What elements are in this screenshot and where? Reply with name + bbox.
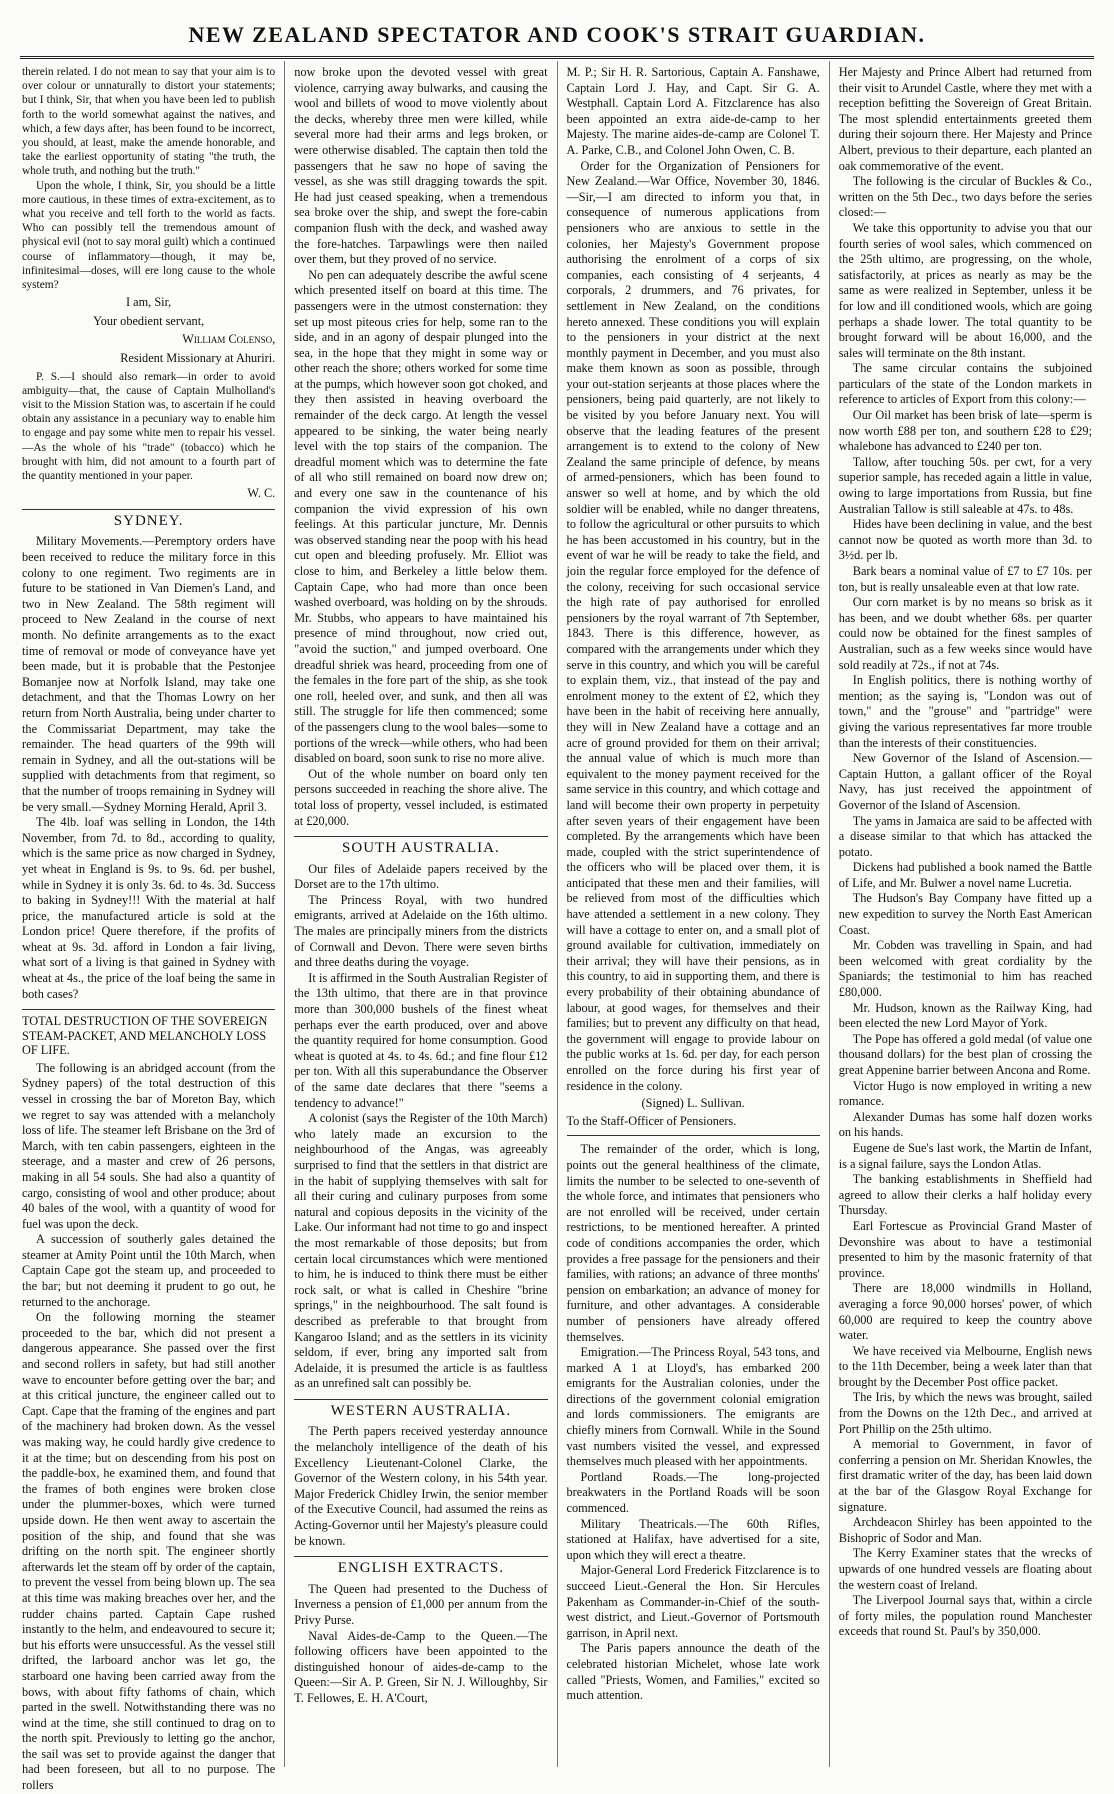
article-paragraph: Our Oil market has been brisk of late—sperm is now worth £88 per ton, and southern £28 to £29; whalebone has advanced to £240 per ton. xyxy=(838,408,1092,454)
article-paragraph: We have received via Melbourne, English news to the 11th December, being a week later than that brought by the December Post office packet. xyxy=(838,1343,1092,1389)
letter-paragraph: Upon the whole, I think, Sir, you should be a little more cautious, in these times of extra-excitement, as to what you receive and tell forth to the world as facts. Who can possibly tell the tremendous amount of physical evil (not to say moral guilt) which a continued course of inflammatory—though, it may be, infinitesimal—doses, will ere long cause to the whole system? xyxy=(22,179,276,292)
section-heading-south-australia: SOUTH AUSTRALIA. xyxy=(294,836,547,857)
article-paragraph: The remainder of the order, which is long, points out the general healthiness of the climate, limits the number to be selected to one-seventh of the whole force, and intimates that pensioners who are not enrolled will be received, under certain restrictions, to be mentioned hereafter. A printed code of conditions accompanies the order, which provides a free passage for the pensioners and their families, with rations; an advance of three months' pension on embarkation; an advance of money for furniture, and other advantages. A considerable number of pensioners have already offered themselves. xyxy=(566,1142,820,1344)
article-paragraph: now broke upon the devoted vessel with great violence, carrying away bulwarks, and causing the wool and billets of wood to move violently about the decks, whereby three men were killed, while several more had their arms and legs broken, or were otherwise disabled. The captain then told the passengers that he saw no hope of saving the vessel, as she was still dragging towards the spit. He had just ceased speaking, when a tremendous sea broke over the ship, and swept the fore-cabin companion flush with the deck, and washed away the fore-hatches. Tarpawlings were then nailed over them, but they proved of no service. xyxy=(294,65,548,267)
article-paragraph: It is affirmed in the South Australian Register of the 13th ultimo, that there are in that province more than 300,000 bushels of the finest wheat perhaps ever the earth produced, over and above the quantity required for home consumption. Good wheat is quoted at 4s. to 4s. 6d.; and fine flour £12 per ton. With all this superabundance the Observer of the same date declares that there "seems a tendency to advance!" xyxy=(294,970,548,1110)
article-paragraph: The 4lb. loaf was selling in London, the 14th November, from 7d. to 8d., according to quality, which is the same price as now charged in Sydney, yet wheat in England is 9s. to 9s. 6d. per bushel, while in Sydney it is only 3s. 6d. to 4s. 3d. Success to baking in Sydney!!! With the material at half price, the manufactured article is sold at the London price! Quere therefore, if the profits of wheat at 9s. 3d. afford in London a fair living, what sort of a living is that gained in Sydney with wheat at 4s., the price of the loaf being the same in both cases? xyxy=(22,815,276,1001)
article-paragraph: M. P.; Sir H. R. Sartorious, Captain A. Fanshawe, Captain Lord J. Hay, and Capt. Sir G. A. Westphall. Captain Lord A. Fitzclarence has also been appointed an extra aide-de-camp to her Majesty. The marine aides-de-camp are Colonel T. A. Parke, C.B., and Colonel John Owen, C. B. xyxy=(566,65,820,157)
article-paragraph: Mr. Hudson, known as the Railway King, had been elected the new Lord Mayor of York. xyxy=(838,1000,1092,1031)
article-paragraph: Hides have been declining in value, and the best cannot now be quoted as worth more than 3d. to 3½d. per lb. xyxy=(838,517,1092,563)
article-paragraph: Her Majesty and Prince Albert had returned from their visit to Arundel Castle, where they met with a reception befitting the Sovereign of Great Britain. The most splendid entertainments greeted them during their sojourn there. Her Majesty and Prince Albert, previous to their departure, each planted an oak commemorative of the event. xyxy=(838,65,1092,173)
article-paragraph: The Liverpool Journal says that, within a circle of forty miles, the population round Manchester exceeds that round St. Paul's by 350,000. xyxy=(838,1593,1092,1639)
article-paragraph: Our files of Adelaide papers received by the Dorset are to the 17th ultimo. xyxy=(294,861,548,892)
article-paragraph: The Paris papers announce the death of the celebrated historian Michelet, whose late work called "Priests, Women, and Families," excited so much attention. xyxy=(566,1641,820,1703)
article-paragraph: In English politics, there is nothing worthy of mention; as the saying is, "London was out of town," and the "grouse" and "partridge" were giving the various representatives far more trouble than the interests of their constituencies. xyxy=(838,673,1092,750)
article-paragraph: The Iris, by which the news was brought, sailed from the Downs on the 12th Dec., and arrived at Port Phillip on the 25th ultimo. xyxy=(838,1390,1092,1436)
article-paragraph: The same circular contains the subjoined particulars of the state of the London markets in reference to articles of Export from this colony:— xyxy=(838,361,1092,407)
letter-text xyxy=(22,65,275,292)
article-paragraph: Major-General Lord Frederick Fitzclarence is to succeed Lieut.-General the Hon. Sir Hercules Pakenham as Commander-in-Chief of the south-west district, and Lieut.-Governor of Portsmouth garrison, in April next. xyxy=(566,1563,820,1640)
article-paragraph: Victor Hugo is now employed in writing a new romance. xyxy=(838,1078,1092,1109)
article-paragraph: Order for the Organization of Pensioners for New Zealand.—War Office, November 30, 1846.—Sir,—I am directed to inform you that, in consequence of numerous applications from pensioners who are anxious to settle in the colonies, her Majesty's Government propose authorising the enrolment of a corps of six companies, each consisting of 4 serjeants, 4 corporals, 2 drummers, and 76 privates, for settlement in New Zealand, on the conditions hereto annexed. These conditions you will explain to the pensioners in your district at the next monthly payment in December, and you must also make them known as soon as possible, through your out-station serjeants at those places where the pensioners, being paid quarterly, are not likely to be visited by you before January next. You will observe that the leading features of the present arrangement is to extend to the colony of New Zealand the same principle of defence, by means of armed-pensioners, which has been found to answer so well at home, and by which the old soldier will be enabled, while no danger threatens, to follow the agricultural or other pursuits to which he has been accustomed in his country, but in the event of war he will be ready to take the field, and join the regular force employed for the defence of the colony, receiving for such occasional service the high rate of pay authorised for enrolled pensioners by the royal warrant of 7th September, 1843. There is this difference, however, as compared with the arrangements under which they serve in this country, and which you will be careful to explain them, viz., that instead of the pay and enrolment money to the extent of £2, which they have been in the habit of receiving here annually, they will in New Zealand have a cottage and an acre of ground provided for them on their arrival; the annual value of which is much more than equivalent to the money payment received for the same service in this country, and which cottage and land will become their own property in perpetuity after seven years of their engagement have been completed. By the arrangements which have been made, coupled with the strict superintendence of the officers who will be placed over them, it is anticipated that these men and their families, will be relieved from most of the difficulties which have attended a settlement in a new colony. They will have a cottage to enter on, and a small plot of ground available for cultivation, immediately on their arrival; they will have their pensions, as in this country, to aid in supporting them, and there is every probability of their obtaining abundance of labour, at good wages, for themselves and their families; but to prevent any difficulty on that head, the government will engage to provide labour on the public works at 1s. 6d. per day, for each person enrolled on the force during his first year of residence in the colony. xyxy=(566,158,820,1093)
article-paragraph: The yams in Jamaica are said to be affected with a disease similar to that which has attacked the potato. xyxy=(838,813,1092,859)
article-paragraph: On the following morning the steamer proceeded to the bar, which did not present a dangerous appearance. She passed over the first and second rollers in safety, but had still another wave to encounter before getting over the bar; and at this critical juncture, the engineer called out to Capt. Cape that the framing of the engines and part of the machinery had broken down. As the vessel was making way, he could hardly give credence to it at the time; but on descending from his post on the paddle-box, he examined them, and found that the frames of both engines were broken close under the plummer-boxes, which were turned upside down. He then went away to ascertain the position of the ship, and found that she was drifting on the north spit. The engineer shortly afterwards let the steam off by order of the captain, to prevent the vessel from being blown up. The sea at this time was making breaches over her, and the rudder chains parted. Captain Cape rushed instantly to the helm, and endeavoured to secure it; but his efforts were unsuccessful. As the vessel still drifted, the larboard anchor was let go, the starboard one having been carried away from the bows, with about fifty fathoms of chain, which parted in the swell. Notwithstanding there was no wind at the time, she still continued to drag on to the north spit. Previously to letting go the anchor, the sail was set to provide against the danger that had been foreseen, but all to no purpose. The rollers xyxy=(22,1310,276,1793)
letter-closing-2: Your obedient servant, xyxy=(93,313,205,328)
article-paragraph: Tallow, after touching 50s. per cwt, for a very superior sample, has receded again a little in value, owing to large importations from Russia, but fine Australian Tallow is still saleable at 47s. to 48s. xyxy=(838,454,1092,516)
article-paragraph: The Queen had presented to the Duchess of Inverness a pension of £1,000 per annum from the Privy Purse. xyxy=(294,1581,548,1627)
article-paragraph: Our corn market is by no means so brisk as it has been, and we doubt whether 68s. per quarter could now be obtained for the finest samples of Australian, such as a few weeks since would have sold readily at 72s., if not at 74s. xyxy=(838,595,1092,672)
article-paragraph: Portland Roads.—The long-projected breakwaters in the Portland Roads will be soon commenced. xyxy=(566,1469,820,1516)
article-paragraph: The Princess Royal, with two hundred emigrants, arrived at Adelaide on the 16th ultimo. The males are principally miners from the districts of Cornwall and Devon. There were seven births and three deaths during the voyage. xyxy=(294,892,548,970)
section-heading-sydney: SYDNEY. xyxy=(22,509,275,530)
article-paragraph: Dickens had published a book named the Battle of Life, and Mr. Bulwer a novel name Lucretia. xyxy=(838,860,1092,890)
article-paragraph: The Kerry Examiner states that the wrecks of upwards of one hundred vessels are floating about the western coast of Ireland. xyxy=(838,1546,1092,1592)
letter-author: William Colenso, xyxy=(182,332,276,347)
article-paragraph: The Perth papers received yesterday announce the melancholy intelligence of the death of his Excellency Lieutenant-Colonel Clarke, the Governor of the Western colony, in his 54th year. Major Frederick Chidley Irwin, the senior member of the Executive Council, had assumed the reins as Acting-Governor until her Majesty's pleasure could be known. xyxy=(294,1424,548,1548)
article-paragraph: Alexander Dumas has some half dozen works on his hands. xyxy=(838,1109,1092,1140)
article-paragraph: Earl Fortescue as Provincial Grand Master of Devonshire was about to have a testimonial presented to him by the masonic fraternity of that province. xyxy=(838,1218,1092,1280)
article-paragraph: Mr. Cobden was travelling in Spain, and had been welcomed with great cordiality by the Spaniards; the testimonial to him has reached £80,000. xyxy=(838,938,1092,1000)
article-paragraph: We take this opportunity to advise you that our fourth series of wool sales, which commenced on the 25th ultimo, are progressing, on the whole, satisfactorily, at prices as nearly as may be the same as were realized in September, unless it be for low and ill conditioned wools, which are going perhaps a shade lower. The total quantity to be brought forward will be about 16,000, and the sales will terminate on the 8th instant. xyxy=(838,220,1092,360)
section-heading-western-australia: WESTERN AUSTRALIA. xyxy=(294,1399,547,1420)
letter-paragraph: therein related. I do not mean to say that your aim is to over colour or unnaturally to distort your statements; but I think, Sir, that when you have been led to publish forth to the world somewhat against the natives, and which, a few days after, has been found to be incorrect, you should, at least, make the amende honorable, and take the earliest opportunity of stating "the truth, the whole truth, and nothing but the truth." xyxy=(22,66,276,178)
article-paragraph: The Pope has offered a gold medal (of value one thousand dollars) for the best plan of crossing the great Appenine barrier between Ancona and Rome. xyxy=(838,1031,1092,1077)
article-paragraph: There are 18,000 windmills in Holland, averaging a force 90,000 horses' power, of which 60,000 are required to keep the country above water. xyxy=(838,1281,1092,1343)
article-paragraph: A succession of southerly gales detained the steamer at Amity Point until the 10th March, when Captain Cape got the steam up, and proceeded to the bar; but not deeming it prudent to go out, he returned to the anchorage. xyxy=(22,1232,276,1309)
column-1 xyxy=(20,61,284,1793)
article-paragraph: Archdeacon Shirley has been appointed to the Bishopric of Sodor and Man. xyxy=(838,1515,1092,1545)
article-paragraph: A memorial to Government, in favor of conferring a pension on Mr. Sheridan Knowles, the first dramatic writer of the day, has been laid down at the bar of the Glasgow Royal Exchange for signature. xyxy=(838,1437,1092,1514)
column-4 xyxy=(829,61,1094,1767)
article-paragraph: Naval Aides-de-Camp to the Queen.—The following officers have been appointed to the distinguished honour of aides-de-camp to the Queen:—Sir A. P. Green, Sir N. J. Willoughby, Sir T. Fellowes, E. H. A'Court, xyxy=(294,1628,548,1705)
article-paragraph: Military Theatricals.—The 60th Rifles, stationed at Halifax, have advertised for a site, upon which they will erect a theatre. xyxy=(566,1516,820,1562)
masthead: NEW ZEALAND SPECTATOR AND COOK'S STRAIT GUARDIAN. xyxy=(20,6,1094,59)
order-addressee: To the Staff-Officer of Pensioners. xyxy=(566,1113,737,1128)
letter-author-title: Resident Missionary at Ahuriri. xyxy=(120,351,276,366)
section-heading-english-extracts: ENGLISH EXTRACTS. xyxy=(294,1556,547,1577)
article-paragraph: The banking establishments in Sheffield had agreed to allow their clerks a half holiday every Thursday. xyxy=(838,1172,1092,1218)
column-3 xyxy=(557,61,829,1767)
article-paragraph: No pen can adequately describe the awful scene which presented itself on board at this time. The passengers were in the utmost consternation: they set up most piteous cries for help, some ran to the side, and in an agony of despair plunged into the sea, in the hope that they might in some way or other reach the shore; others worked for some time at the pumps, which however soon got choked, and they then assisted in heaving overboard the remainder of the deck cargo. At length the vessel appeared to be sinking, the water being nearly level with the top stairs of the companion. The dreadful moment which was to determine the fate of all who still remained on board now drew on; and every one saw in the countenance of his companion the vivid expression of his own feelings. At this particular juncture, Mr. Dennis was observed standing near the poop with his head cut open and bleeding profusely. Mr. Elliot was close to him, and Berkeley a little below them. Captain Cape, who had more than once been washed overboard, was holding on by the shrouds. Mr. Stubbs, who appears to have maintained his presence of mind throughout, now cried out, "avoid the suction," and jumped overboard. One dreadful shriek was heard, proceeding from one of the females in the fore part of the ship, as she took one roll, heeled over, and sunk, and then all was still. The struggle for life then commenced; some of the passengers clung to the wool bales—some to portions of the wreck—while others, who had been disabled on board, soon sunk to rise no more alive. xyxy=(294,267,548,766)
column-2 xyxy=(284,61,556,1767)
article-paragraph: The following is an abridged account (from the Sydney papers) of the total destruction of this vessel in crossing the bar of Moreton Bay, which we regret to say was attended with a melancholy loss of life. The steamer left Brisbane on the 3rd of March, with ten cabin passengers, eighteen in the steerage, and a master and crew of 26 persons, making in all 54 souls. She had also a quantity of cargo, consisting of wool and other produce; about 40 bales of the wool, with a quantity of wood for fuel was upon the deck. xyxy=(22,1060,276,1231)
article-paragraph: The following is the circular of Buckles & Co., written on the 5th Dec., two days before the series closed:— xyxy=(838,174,1092,220)
letter-closing: I am, Sir, xyxy=(125,295,172,310)
article-paragraph: Military Movements.—Peremptory orders have been received to reduce the military force in this colony to one regiment. Two regiments are in future to be stationed in Van Diemen's Land, and two in New Zealand. The 58th regiment will proceed to New Zealand in the course of next month. No definite arrangements as to the exact time of removal or mode of conveyance have yet been made, but it is probable that the Pestonjee Bomanjee now at Norfolk Island, may take one detachment, and that the Thomas Lowry on her return from North Australia, being under charter to the Commissariat Department, may take the remainder. The head quarters of the 99th will remain in Sydney, and all the out-stations will be supplied with detachments from that regiment, so that the number of troops remaining in Sydney will be very small.—Sydney Morning Herald, April 3. xyxy=(22,534,276,814)
article-heading-sovereign: TOTAL DESTRUCTION OF THE SOVEREIGN STEAM-PACKET, AND MELANCHOLY LOSS OF LIFE. xyxy=(22,1009,275,1058)
article-paragraph: Eugene de Sue's last work, the Martin de Infant, is a signal failure, says the London Atlas. xyxy=(838,1140,1092,1171)
postscript: P. S.—I should also remark—in order to avoid ambiguity—that, the cause of Captain Mulholland's visit to the Mission Station was, to ascertain if he could obtain any assistance in a pecuniary way to enable him to engage and pay some white men to repair his vessel.—As the whole of his "trade" (tobacco) which he brought with him, did not amount to a fourth part of the quantity mentioned in your paper. xyxy=(22,370,276,483)
postscript-signature: W. C. xyxy=(247,486,276,501)
columns xyxy=(20,61,1094,1793)
order-signature: (Signed) L. Sullivan. xyxy=(641,1096,745,1111)
divider xyxy=(567,1135,820,1136)
article-paragraph: Bark bears a nominal value of £7 to £7 10s. per ton, but is really unsaleable even at that low rate. xyxy=(838,564,1092,594)
article-paragraph: Emigration.—The Princess Royal, 543 tons, and marked A 1 at Lloyd's, has embarked 200 emigrants for the Australian colonies, under the directions of the government colonial emigration and lords commissioners. The emigrants are chiefly miners from Cornwall. While in the Sound vast numbers visited the vessel, and expressed themselves much pleased with her appointments. xyxy=(566,1345,820,1469)
article-paragraph: New Governor of the Island of Ascension.—Captain Hutton, a gallant officer of the Royal Navy, has just received the appointment of Governor of the Island of Ascension. xyxy=(838,751,1092,812)
article-paragraph: A colonist (says the Register of the 10th March) who lately made an excursion to the neighbourhood of the Angas, was agreeably surprised to find that the settlers in that district are in the habit of supplying themselves with salt for all their curing and culinary purposes from some natural and copious deposits in the vicinity of the Lake. Our informant had not time to go and inspect the most remarkable of those deposits; but from certain local circumstances which were mentioned to him, he is induced to think there must be either rock salt, or what is called in Cheshire "brine springs," in the neighbourhood. The salt found is described as preferable to that brought from Kangaroo Island; and as the settlers in its vicinity seldom, if ever, bring any imported salt from Adelaide, it is presumed the article is as faultless as an unrefined salt can possibly be. xyxy=(294,1111,548,1391)
article-paragraph: The Hudson's Bay Company have fitted up a new expedition to survey the North East American Coast. xyxy=(838,891,1092,937)
article-paragraph: Out of the whole number on board only ten persons succeeded in reaching the shore alive. The total loss of property, vessel included, is estimated at £20,000. xyxy=(294,766,548,828)
